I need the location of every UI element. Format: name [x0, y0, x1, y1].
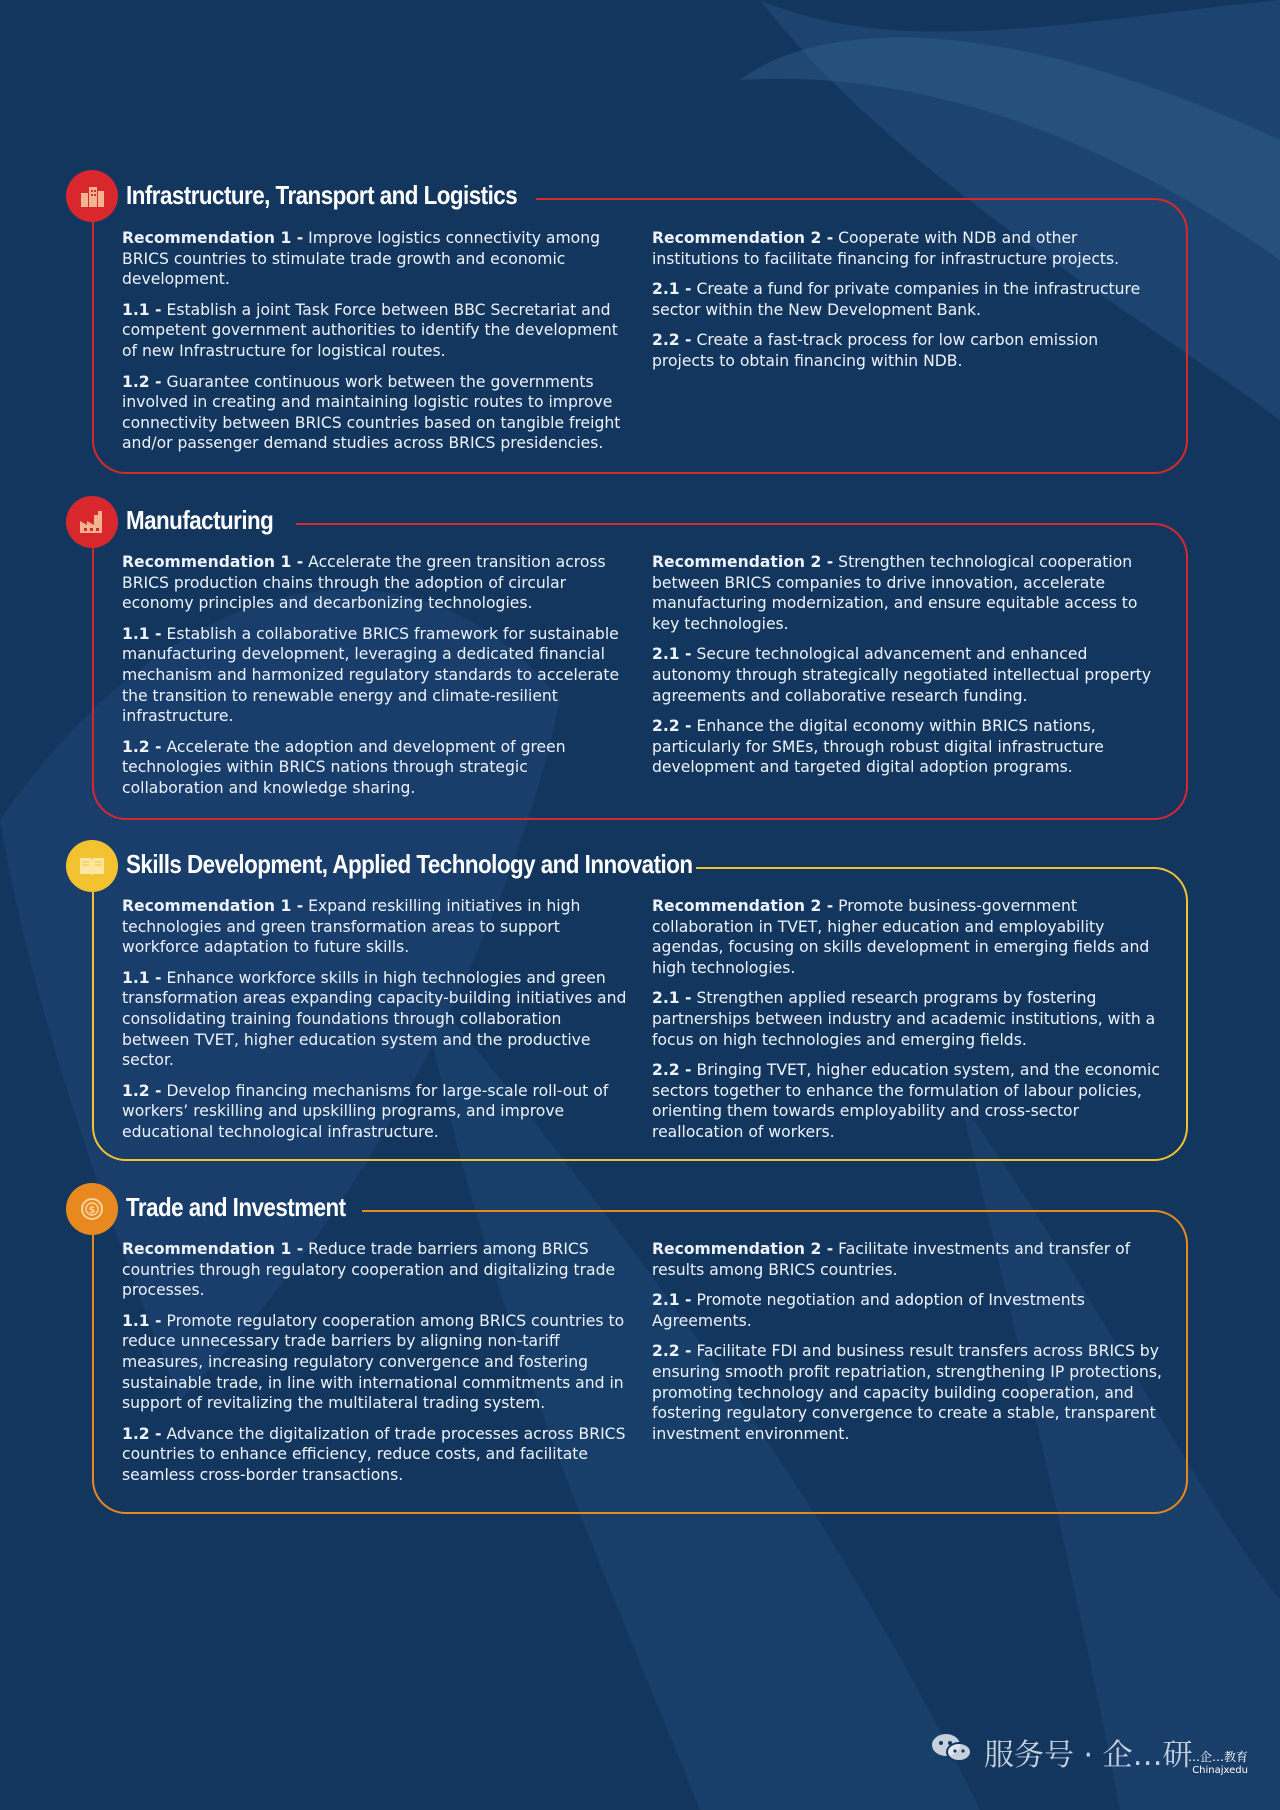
open-book-icon: [66, 840, 118, 892]
recommendation-1: Recommendation 1 - Accelerate the green transition across BRICS production chains through the adoption of circular economy principles and decarbonizing technologies.: [122, 553, 606, 613]
logo-cn-text: …企…教育: [1187, 1750, 1248, 1764]
item-1-1: 1.1 - Establish a joint Task Force between BBC Secretariat and competent government authorities to identify the development of new Infrastructure for logistical routes.: [122, 300, 618, 360]
recommendation-1: Recommendation 1 - Improve logistics connectivity among BRICS countries to stimulate trade growth and economic development.: [122, 229, 600, 289]
coin-icon: [66, 1183, 118, 1235]
recommendation-1-column: [122, 1239, 627, 1496]
item-2-1: 2.1 - Secure technological advancement and enhanced autonomy through strategically negotiated intellectual property agreements and collaborative research funding.: [652, 645, 1152, 705]
recommendation-1-column: [122, 552, 627, 809]
recommendation-2-column: [652, 1239, 1162, 1454]
section-title: Manufacturing: [126, 505, 274, 535]
item-1-1: 1.1 - Enhance workforce skills in high technologies and green transformation areas expanding capacity-building initiatives and consolidating training foundations through collaboration between TVET, higher education system and the productive sector.: [122, 968, 627, 1070]
recommendation-1-column: [122, 228, 627, 464]
item-1-1: 1.1 - Promote regulatory cooperation among BRICS countries to reduce unnecessary trade barriers by aligning non-tariff measures, increasing regulatory convergence and fostering sustainable trade, in line with international commitments and in support of revitalizing the multilateral trading system.: [122, 1311, 625, 1413]
section-title: Trade and Investment: [126, 1192, 346, 1222]
item-2-2: 2.2 - Facilitate FDI and business result transfers across BRICS by ensuring smooth profit repatriation, strengthening IP protections, promoting technology and capacity building cooperation, and fostering regulatory convergence to create a stable, transparent investment environment.: [652, 1342, 1162, 1443]
item-2-1: 2.1 - Strengthen applied research programs by fostering partnerships between industry and academic institutions, with a focus on high technologies and emerging fields.: [652, 989, 1156, 1049]
item-1-2: 1.2 - Advance the digitalization of trade processes across BRICS countries to enhance efficiency, reduce costs, and facilitate seamless cross-border transactions.: [122, 1424, 626, 1484]
recommendation-2: Recommendation 2 - Strengthen technological cooperation between BRICS companies to drive innovation, accelerate manufacturing modernization, and ensure equitable access to key technologies.: [652, 553, 1138, 633]
item-2-2: 2.2 - Create a fast-track process for low carbon emission projects to obtain financing within NDB.: [652, 331, 1099, 370]
publisher-logo: [1138, 1748, 1256, 1792]
buildings-icon: [66, 170, 118, 222]
watermark-text: 服务号 · 企…研: [984, 1738, 1193, 1773]
logo-en-text: Chinajxedu: [1192, 1765, 1248, 1776]
item-1-2: 1.2 - Develop financing mechanisms for large-scale roll-out of workers’ reskilling and upskilling programs, and improve educational technological infrastructure.: [122, 1081, 609, 1141]
recommendation-2-column: [652, 552, 1162, 788]
recommendation-2-column: [652, 228, 1162, 382]
item-1-2: 1.2 - Accelerate the adoption and development of green technologies within BRICS nations through strategic collaboration and knowledge sharing.: [122, 737, 566, 797]
recommendation-2: Recommendation 2 - Facilitate investments and transfer of results among BRICS countries.: [652, 1240, 1131, 1279]
factory-icon: [66, 496, 118, 548]
item-2-2: 2.2 - Bringing TVET, higher education system, and the economic sectors together to enhance the formulation of labour policies, orienting them towards employability and cross-sector reallocation of workers.: [652, 1061, 1160, 1141]
recommendation-2: Recommendation 2 - Cooperate with NDB and other institutions to facilitate financing for infrastructure projects.: [652, 229, 1120, 268]
item-1-2: 1.2 - Guarantee continuous work between the governments involved in creating and maintaining logistic routes to improve connectivity between BRICS countries based on tangible freight and/or passenger demand studies across BRICS presidencies.: [122, 372, 621, 453]
wechat-icon: [930, 1731, 974, 1773]
item-2-2: 2.2 - Enhance the digital economy within BRICS nations, particularly for SMEs, through robust digital infrastructure development and targeted digital adoption programs.: [652, 717, 1104, 777]
recommendation-2: Recommendation 2 - Promote business-government collaboration in TVET, higher education and employability agendas, focusing on skills development in emerging fields and high technologies.: [652, 897, 1150, 977]
recommendation-2-column: [652, 896, 1162, 1153]
item-2-1: 2.1 - Promote negotiation and adoption of Investments Agreements.: [652, 1291, 1085, 1330]
section-title: Skills Development, Applied Technology and Innovation: [126, 849, 693, 879]
item-1-1: 1.1 - Establish a collaborative BRICS framework for sustainable manufacturing development, leveraging a dedicated financial mechanism and harmonized regulatory standards to accelerate the transition to renewable energy and climate-resilient infrastructure.: [122, 624, 620, 726]
section-title: Infrastructure, Transport and Logistics: [126, 180, 518, 210]
recommendation-1-column: [122, 896, 627, 1153]
recommendation-1: Recommendation 1 - Reduce trade barriers among BRICS countries through regulatory cooperation and digitalizing trade processes.: [122, 1240, 616, 1300]
recommendation-1: Recommendation 1 - Expand reskilling initiatives in high technologies and green transformation areas to support workforce adaptation to future skills.: [122, 897, 581, 957]
item-2-1: 2.1 - Create a fund for private companies in the infrastructure sector within the New Development Bank.: [652, 280, 1141, 319]
svg-text:$: $: [88, 1205, 96, 1216]
